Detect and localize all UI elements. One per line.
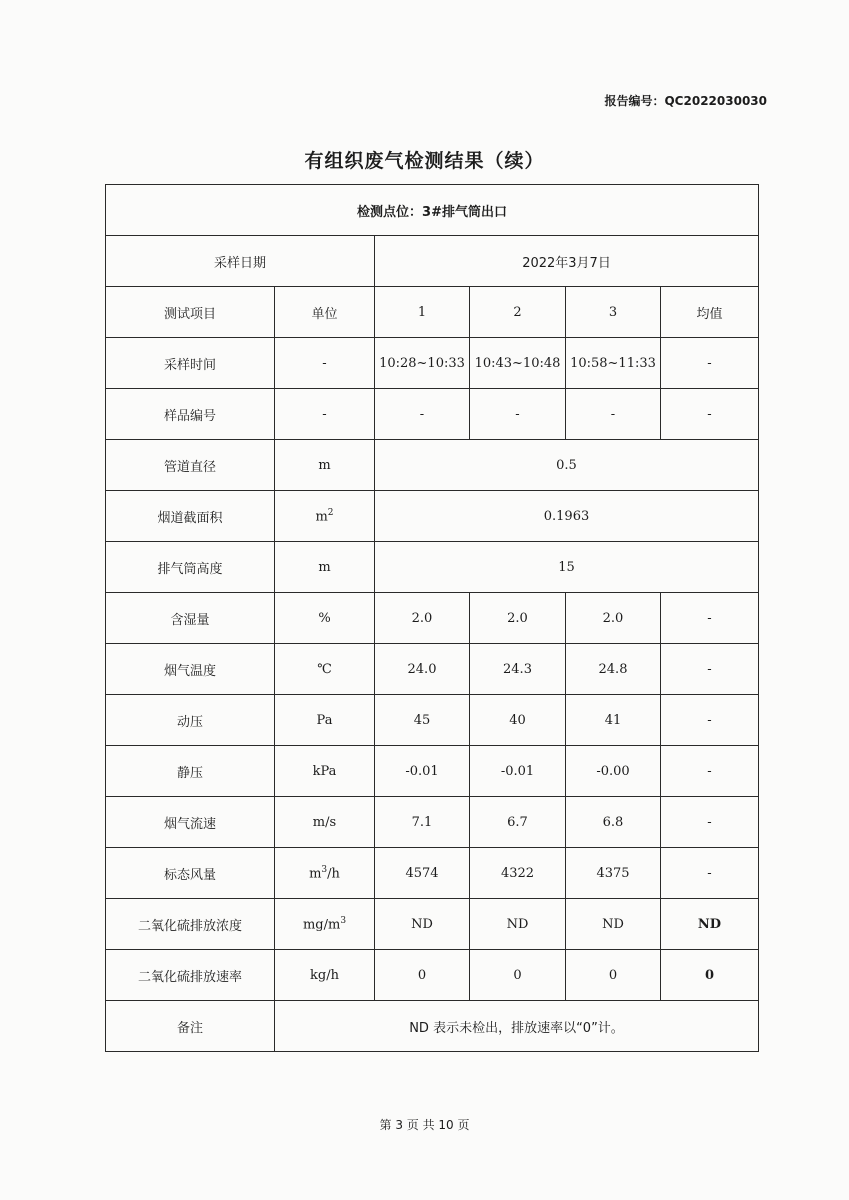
cell-value-2: 0 (470, 950, 566, 1001)
row-unit: kg/h (275, 950, 375, 1001)
row-unit: m/s (275, 797, 375, 848)
cell-average: - (661, 695, 759, 746)
cell-average: - (661, 797, 759, 848)
cell-value-2: - (470, 389, 566, 440)
column-header-item: 测试项目 (106, 287, 275, 338)
table-row (106, 440, 759, 491)
cell-value-3: -0.00 (566, 746, 661, 797)
cell-value-2: 10:43~10:48 (470, 338, 566, 389)
row-unit: % (275, 593, 375, 644)
cell-value-3: 2.0 (566, 593, 661, 644)
cell-value-1: ND (375, 899, 470, 950)
row-unit: - (275, 389, 375, 440)
row-unit: - (275, 338, 375, 389)
cell-average: - (661, 593, 759, 644)
table-row (106, 593, 759, 644)
cell-merged-value: 0.5 (375, 440, 759, 491)
cell-average: 0 (661, 950, 759, 1001)
page-number: 第 3 页 共 10 页 (379, 1118, 470, 1132)
cell-value-3: 24.8 (566, 644, 661, 695)
row-label: 二氧化硫排放速率 (106, 950, 275, 1001)
cell-value-3: 0 (566, 950, 661, 1001)
table-row (106, 848, 759, 899)
row-label: 排气筒高度 (106, 542, 275, 593)
column-header-unit: 单位 (275, 287, 375, 338)
row-unit: m (275, 440, 375, 491)
cell-value-3: 41 (566, 695, 661, 746)
unit-base: m (309, 866, 322, 882)
cell-value-1: - (375, 389, 470, 440)
cell-value-3: 6.8 (566, 797, 661, 848)
row-label: 采样时间 (106, 338, 275, 389)
cell-value-2: 6.7 (470, 797, 566, 848)
table-row (106, 1001, 759, 1052)
cell-value-1: 0 (375, 950, 470, 1001)
row-label: 烟道截面积 (106, 491, 275, 542)
results-table (105, 184, 759, 1052)
cell-value-2: 24.3 (470, 644, 566, 695)
table-row (106, 644, 759, 695)
cell-value-1: 10:28~10:33 (375, 338, 470, 389)
table-row (106, 797, 759, 848)
row-label: 样品编号 (106, 389, 275, 440)
remarks-text: ND 表示未检出，排放速率以“0”计。 (275, 1001, 759, 1052)
row-label: 静压 (106, 746, 275, 797)
cell-value-2: 4322 (470, 848, 566, 899)
sampling-date-label: 采样日期 (106, 236, 375, 287)
cell-average: - (661, 848, 759, 899)
cell-value-1: -0.01 (375, 746, 470, 797)
cell-value-3: - (566, 389, 661, 440)
column-header-3: 3 (566, 287, 661, 338)
cell-average: - (661, 389, 759, 440)
cell-merged-value: 0.1963 (375, 491, 759, 542)
cell-value-2: -0.01 (470, 746, 566, 797)
report-number: 报告编号：QC2022030030 (604, 94, 767, 108)
unit-superscript: 3 (321, 864, 328, 875)
cell-value-1: 45 (375, 695, 470, 746)
row-unit: kPa (275, 746, 375, 797)
unit-base: mg/m (302, 917, 341, 933)
table-row (106, 185, 759, 236)
sampling-date-value: 2022年3月7日 (375, 236, 759, 287)
row-unit (275, 899, 375, 950)
row-label: 动压 (106, 695, 275, 746)
table-header-row (106, 287, 759, 338)
table-row (106, 542, 759, 593)
table-row (106, 899, 759, 950)
unit-tail: /h (327, 866, 340, 882)
row-label: 含湿量 (106, 593, 275, 644)
table-row (106, 389, 759, 440)
unit-superscript: 3 (340, 915, 347, 926)
cell-average: ND (661, 899, 759, 950)
remarks-label: 备注 (106, 1001, 275, 1052)
page-title: 有组织废气检测结果（续） (304, 150, 545, 172)
row-unit: Pa (275, 695, 375, 746)
cell-average: - (661, 746, 759, 797)
row-label: 管道直径 (106, 440, 275, 491)
table-row (106, 950, 759, 1001)
cell-value-1: 7.1 (375, 797, 470, 848)
unit-superscript: 2 (327, 507, 334, 518)
column-header-average: 均值 (661, 287, 759, 338)
row-label: 烟气温度 (106, 644, 275, 695)
cell-value-1: 4574 (375, 848, 470, 899)
cell-average: - (661, 644, 759, 695)
cell-value-2: ND (470, 899, 566, 950)
row-unit: ℃ (275, 644, 375, 695)
cell-value-3: 4375 (566, 848, 661, 899)
row-unit (275, 848, 375, 899)
cell-value-3: 10:58~11:33 (566, 338, 661, 389)
row-unit: m (275, 542, 375, 593)
row-label: 二氧化硫排放浓度 (106, 899, 275, 950)
row-label: 标态风量 (106, 848, 275, 899)
table-row (106, 236, 759, 287)
cell-value-3: ND (566, 899, 661, 950)
cell-value-1: 24.0 (375, 644, 470, 695)
unit-base: m (315, 509, 328, 525)
cell-average: - (661, 338, 759, 389)
table-row (106, 338, 759, 389)
cell-value-2: 40 (470, 695, 566, 746)
row-unit (275, 491, 375, 542)
cell-value-2: 2.0 (470, 593, 566, 644)
monitoring-point: 检测点位：3#排气筒出口 (106, 185, 759, 236)
row-label: 烟气流速 (106, 797, 275, 848)
cell-value-1: 2.0 (375, 593, 470, 644)
column-header-1: 1 (375, 287, 470, 338)
table-row (106, 746, 759, 797)
table-row (106, 695, 759, 746)
column-header-2: 2 (470, 287, 566, 338)
cell-merged-value: 15 (375, 542, 759, 593)
table-row (106, 491, 759, 542)
